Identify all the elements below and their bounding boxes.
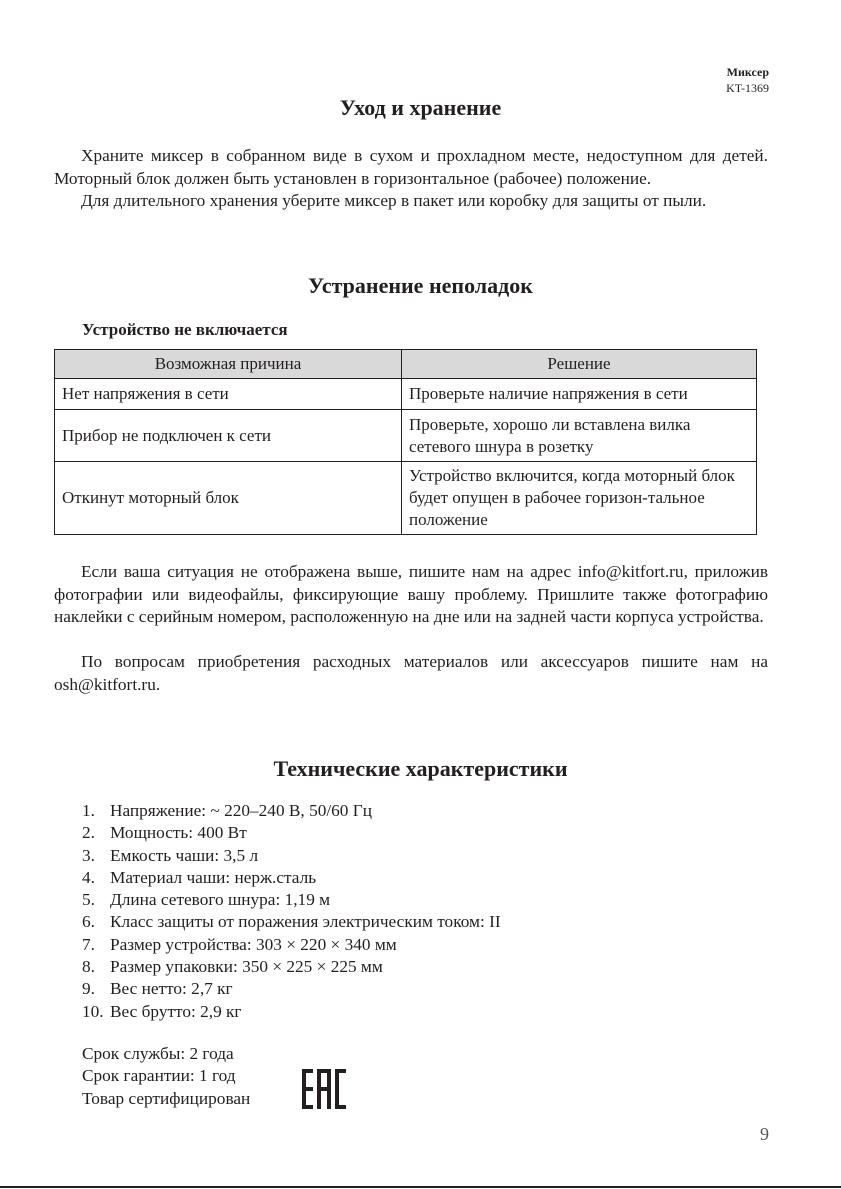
list-item xyxy=(82,956,501,978)
list-item xyxy=(82,934,501,956)
list-item xyxy=(82,1001,501,1023)
certification-note: Товар сертифицирован xyxy=(82,1088,251,1108)
list-item xyxy=(82,889,501,911)
care-paragraph-2: Для длительного хранения уберите миксер в пакет или коробку для защиты от пыли. xyxy=(81,191,707,210)
table-cell-solution: Проверьте, хорошо ли вставлена вилка сетевого шнура в розетку xyxy=(402,410,757,462)
contact-paragraph-2: По вопросам приобретения расходных материалов или аксессуаров пишите нам на osh@kitfort.ru. xyxy=(54,652,768,694)
list-item-text: Вес брутто: 2,9 кг xyxy=(110,1001,242,1021)
list-item-number: 3. xyxy=(82,845,95,865)
list-item-number: 8. xyxy=(82,957,95,977)
troubleshooting-subtitle: Устройство не включается xyxy=(82,320,288,339)
care-paragraph-1: Храните миксер в собранном виде в сухом и прохладном месте, недоступном для детей. Моторный блок должен быть установлен в горизонтальное (рабочее) положение. xyxy=(54,146,768,188)
table-cell-cause: Откинут моторный блок xyxy=(55,462,402,535)
bottom-divider xyxy=(0,1186,841,1188)
troubleshooting-title: Устранение неполадок xyxy=(308,273,533,298)
list-item-number: 9. xyxy=(82,979,95,999)
list-item xyxy=(82,867,501,889)
service-lifetime: Срок службы: 2 года xyxy=(82,1044,234,1063)
header-product: Миксер xyxy=(726,65,769,79)
header-model: KT-1369 xyxy=(726,81,769,95)
troubleshooting-table xyxy=(54,349,757,535)
list-item-number: 1. xyxy=(82,801,95,820)
list-item-number: 4. xyxy=(82,867,95,887)
warranty-period: Срок гарантии: 1 год xyxy=(82,1066,236,1086)
list-item-text: Размер упаковки: 350 × 225 × 225 мм xyxy=(110,957,383,977)
list-item-text: Класс защиты от поражения электрическим током: II xyxy=(110,912,501,932)
table-row xyxy=(55,410,757,462)
care-title: Уход и хранение xyxy=(339,95,502,120)
specs-list xyxy=(82,800,501,1023)
list-item xyxy=(82,978,501,1000)
list-item-text: Мощность: 400 Вт xyxy=(110,823,247,843)
page-number: 9 xyxy=(760,1124,769,1144)
eac-logo-icon xyxy=(302,1069,346,1109)
list-item-number: 6. xyxy=(82,912,95,932)
list-item xyxy=(82,800,501,822)
list-item-text: Материал чаши: нерж.сталь xyxy=(110,867,317,887)
list-item xyxy=(82,822,501,844)
table-header-row xyxy=(55,350,757,379)
table-header-cause: Возможная причина xyxy=(55,350,402,379)
list-item-text: Вес нетто: 2,7 кг xyxy=(110,979,233,999)
list-item-text: Емкость чаши: 3,5 л xyxy=(110,845,259,865)
list-item-number: 2. xyxy=(82,823,95,843)
list-item-text: Напряжение: ~ 220–240 В, 50/60 Гц xyxy=(110,801,372,820)
list-item-text: Длина сетевого шнура: 1,19 м xyxy=(110,890,331,910)
table-cell-solution: Проверьте наличие напряжения в сети xyxy=(402,379,757,410)
list-item xyxy=(82,911,501,933)
table-row xyxy=(55,379,757,410)
table-row xyxy=(55,462,757,535)
table-cell-cause: Прибор не подключен к сети xyxy=(55,410,402,462)
list-item-text: Размер устройства: 303 × 220 × 340 мм xyxy=(110,934,397,954)
table-cell-cause: Нет напряжения в сети xyxy=(55,379,402,410)
table-cell-solution: Устройство включится, когда моторный блок будет опущен в рабочее горизон-тальное положение xyxy=(402,462,757,535)
contact-paragraph-1: Если ваша ситуация не отображена выше, пишите нам на адрес info@kitfort.ru, приложив фотографии или видеофайлы, фиксирующие вашу проблему. Пришлите также фотографию наклейки с серийным номером, расположенную на дне или на задней части корпуса устройства. xyxy=(54,562,768,627)
table-header-solution: Решение xyxy=(402,350,757,379)
list-item xyxy=(82,845,501,867)
list-item-number: 5. xyxy=(82,890,95,910)
specs-title: Технические характеристики xyxy=(273,756,568,781)
list-item-number: 10. xyxy=(82,1001,104,1021)
service-info xyxy=(82,1043,250,1110)
list-item-number: 7. xyxy=(82,934,95,954)
